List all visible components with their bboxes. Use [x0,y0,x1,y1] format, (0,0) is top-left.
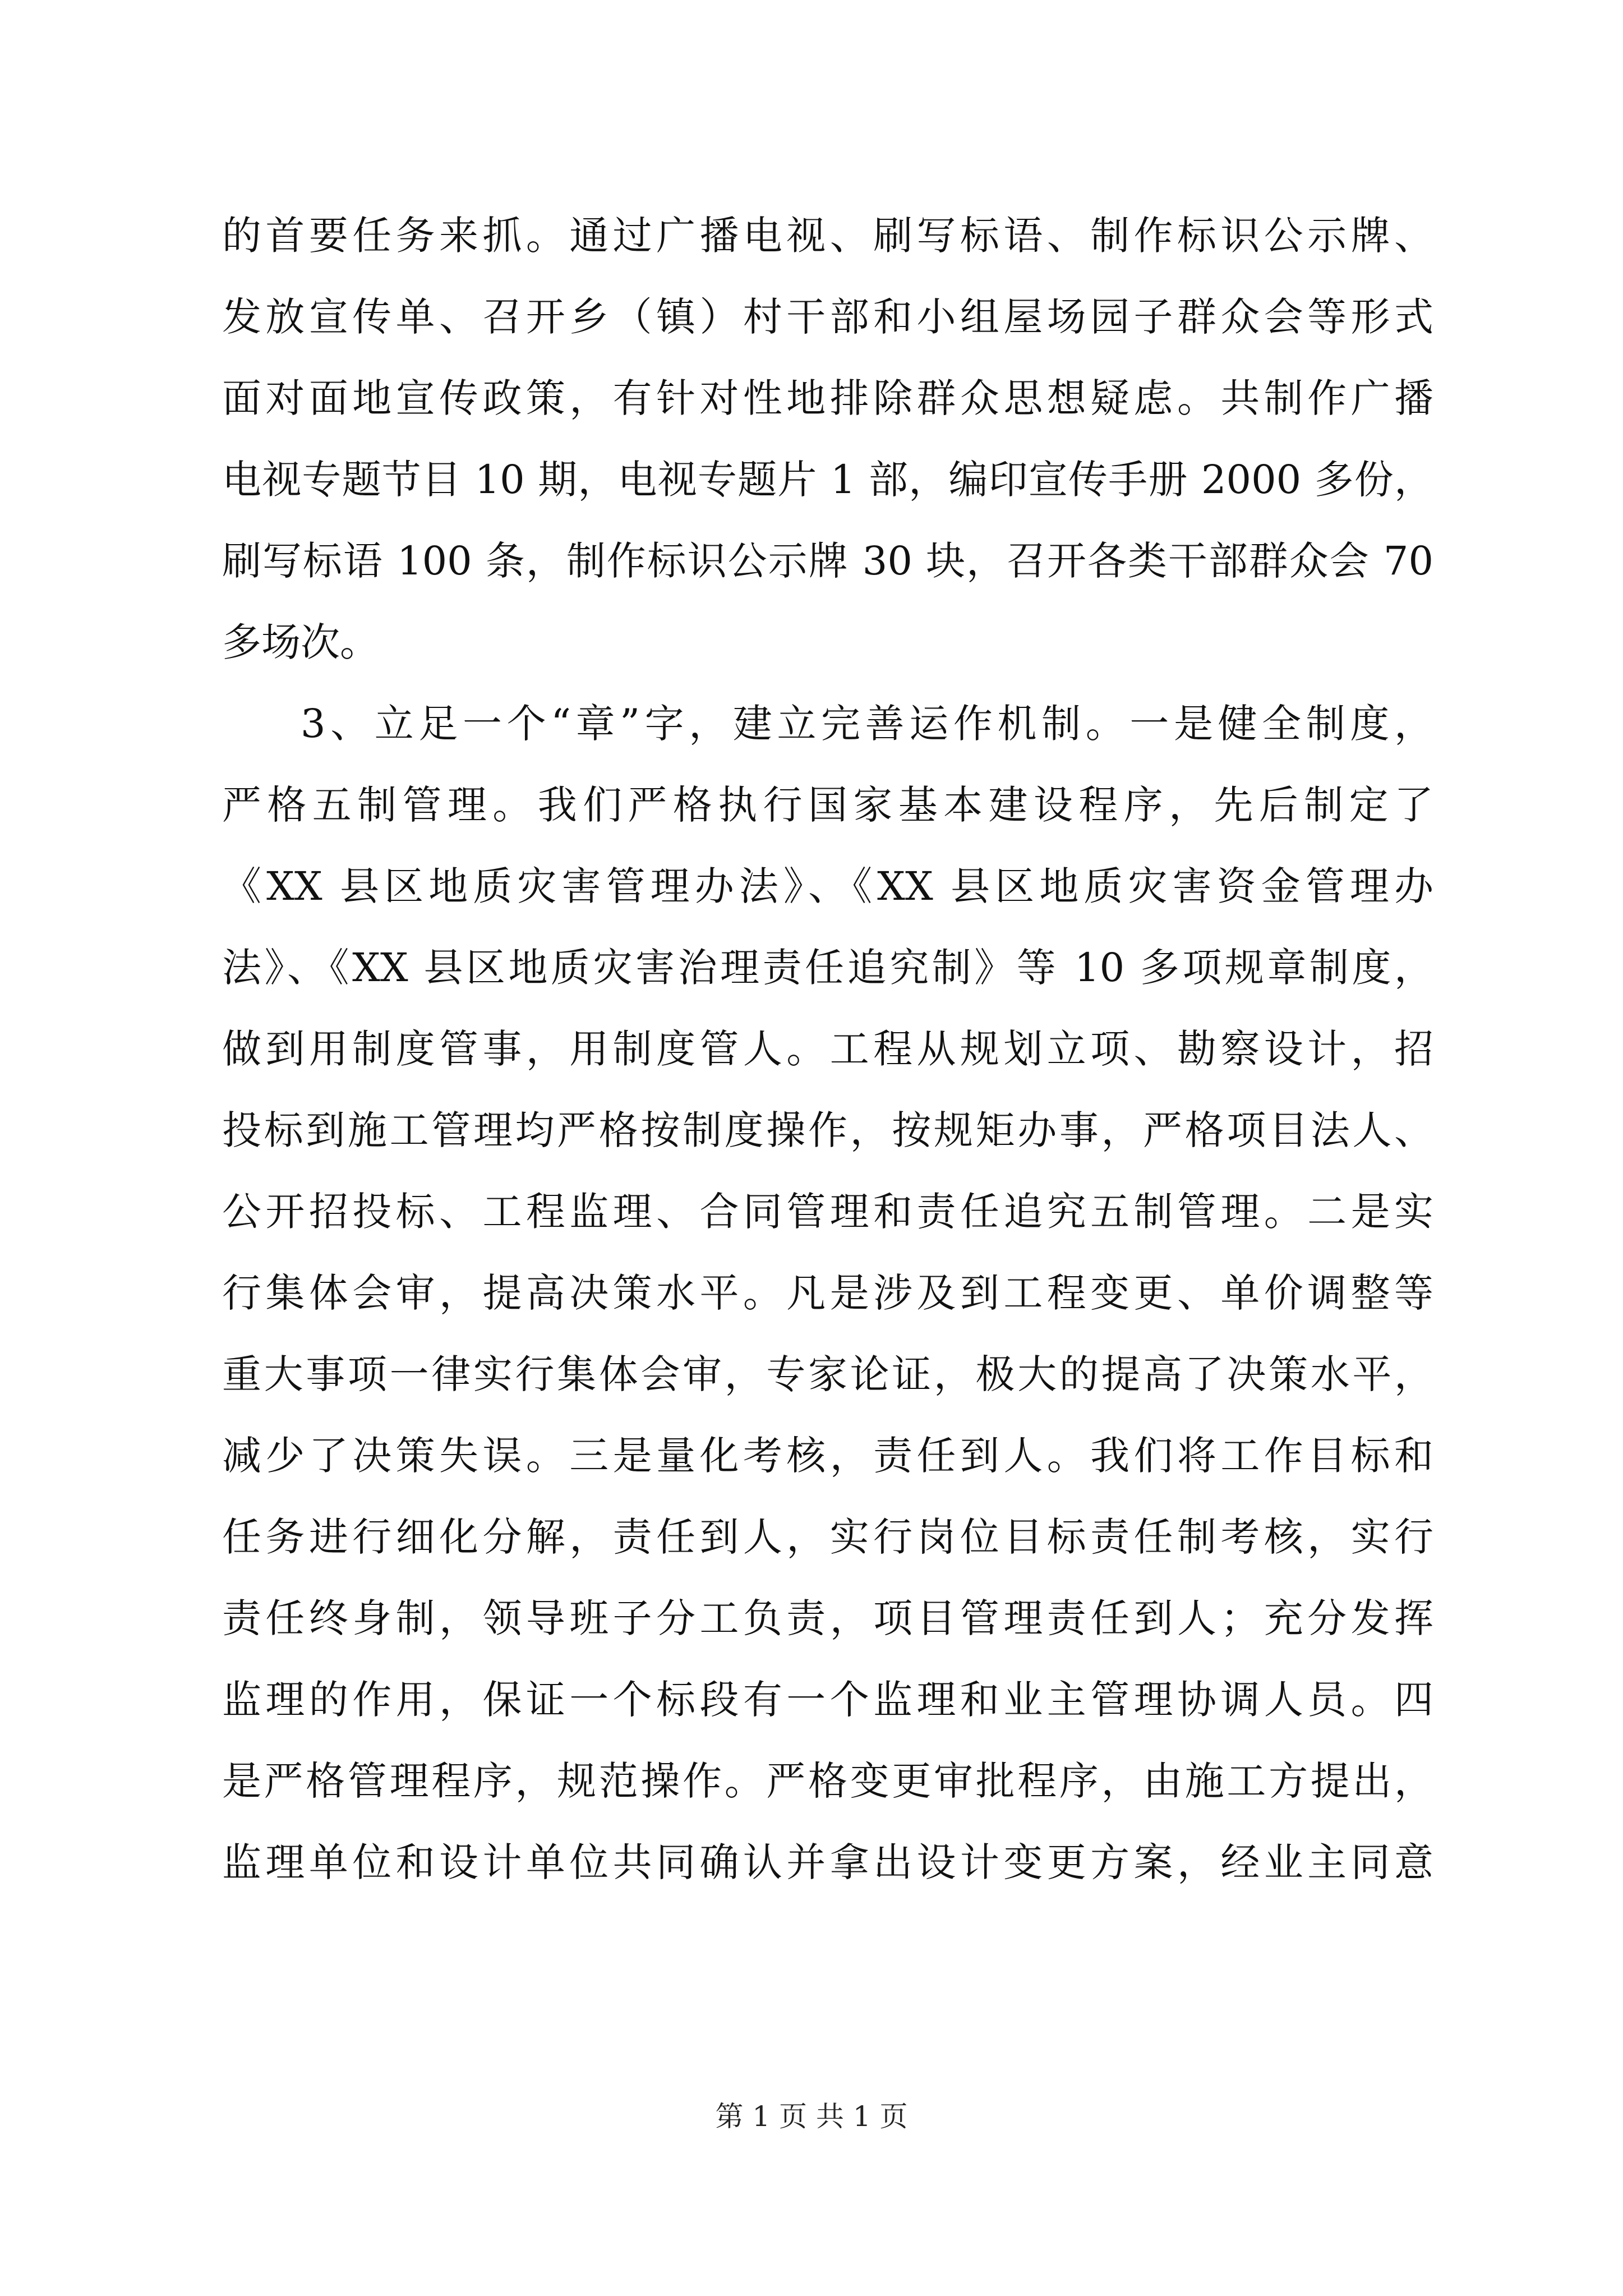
text-line: 面对面地宣传政策，有针对性地排除群众思想疑虑。共制作广播 [222,375,1433,421]
text-line: 严格五制管理。我们严格执行国家基本建设程序，先后制定了 [222,782,1433,828]
text-line: 刷写标语 100 条，制作标识公示牌 30 块，召开各类干部群众会 70 [222,538,1433,584]
text-line: 监理的作用，保证一个标段有一个监理和业主管理协调人员。四 [222,1677,1433,1723]
text-line: 行集体会审，提高决策水平。凡是涉及到工程变更、单价调整等 [222,1270,1433,1316]
text-line: 《XX 县区地质灾害管理办法》、《XX 县区地质灾害资金管理办 [222,863,1433,909]
text-line: 公开招投标、工程监理、合同管理和责任追究五制管理。二是实 [222,1189,1433,1235]
text-line: 投标到施工管理均严格按制度操作，按规矩办事，严格项目法人、 [222,1107,1433,1153]
text-line: 的首要任务来抓。通过广播电视、刷写标语、制作标识公示牌、 [222,213,1433,259]
text-line: 是严格管理程序，规范操作。严格变更审批程序，由施工方提出， [222,1758,1433,1804]
document-body [222,195,1433,1903]
text-line: 监理单位和设计单位共同确认并拿出设计变更方案，经业主同意 [222,1839,1433,1885]
text-line: 电视专题节目 10 期，电视专题片 1 部，编印宣传手册 2000 多份， [222,457,1433,503]
text-line: 法》、《XX 县区地质灾害治理责任追究制》等 10 多项规章制度， [222,945,1433,991]
text-line: 重大事项一律实行集体会审，专家论证，极大的提高了决策水平， [222,1351,1433,1397]
page-footer: 第 1 页 共 1 页 [715,2100,908,2133]
text-line: 减少了决策失误。三是量化考核，责任到人。我们将工作目标和 [222,1433,1433,1479]
text-line: 发放宣传单、召开乡（镇）村干部和小组屋场园子群众会等形式 [222,294,1433,340]
text-line: 多场次。 [222,619,379,665]
text-line: 做到用制度管事，用制度管人。工程从规划立项、勘察设计，招 [222,1026,1433,1072]
text-line: 3、立足一个“章”字，建立完善运作机制。一是健全制度， [301,701,1433,747]
text-line: 任务进行细化分解，责任到人，实行岗位目标责任制考核，实行 [222,1514,1433,1560]
text-line: 责任终身制，领导班子分工负责，项目管理责任到人；充分发挥 [222,1595,1433,1641]
